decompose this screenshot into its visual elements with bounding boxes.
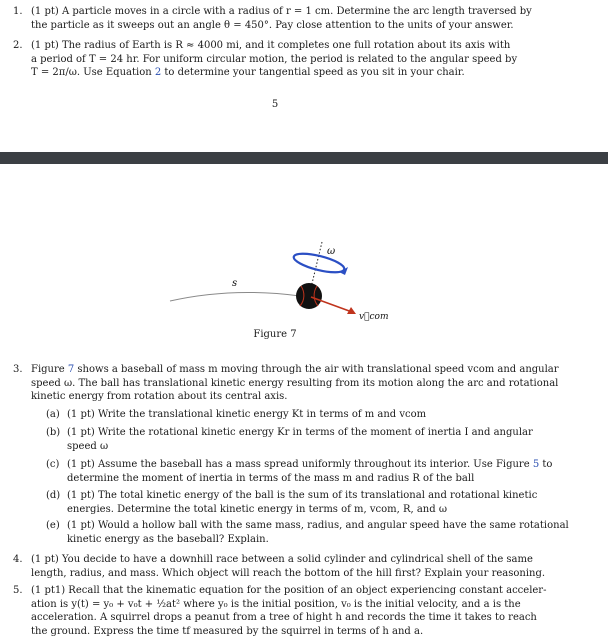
- part-b-text: [67, 426, 537, 453]
- question-2-line3-tail: to determine your tangential speed as you sit in your chair.: [161, 67, 465, 78]
- figure-7-link[interactable]: 7: [67, 364, 75, 375]
- part-a-label: (a): [46, 409, 60, 420]
- part-e-text: [67, 519, 569, 546]
- part-e-line: (1 pt) Would a hollow ball with the same mass, radius, and angular speed have the same rotational: [67, 520, 569, 531]
- part-e-line: kinetic energy as the baseball? Explain.: [67, 533, 269, 545]
- part-e-label: (e): [46, 520, 60, 531]
- question-4-number: 4.: [13, 554, 23, 565]
- part-c-line: [67, 458, 553, 472]
- part-d-label: (d): [46, 490, 61, 501]
- question-5-line: acceleration. A squirrel drops a peanut from a tree of hight h and records the time it takes to reach: [31, 612, 537, 623]
- figure-caption: Figure 7: [253, 329, 297, 340]
- part-c-line1-text: (1 pt) Assume the baseball has a mass spread uniformly throughout its interior. Use Figure: [67, 459, 533, 470]
- part-c-label: (c): [46, 459, 60, 470]
- question-1-line: the particle as it sweeps out an angle θ = 450°. Pay close attention to the units of your answer.: [31, 19, 514, 31]
- part-d-line: (1 pt) The total kinetic energy of the ball is the sum of its translational and rotational kinetic: [67, 490, 538, 501]
- question-1-line: (1 pt) A particle moves in a circle with a radius of r = 1 cm. Determine the arc length traversed by: [31, 6, 532, 17]
- question-3-line1-tail: shows a baseball of mass m moving through the air with translational speed vcom and angular: [74, 364, 559, 375]
- part-d-text: [67, 489, 537, 516]
- arc-label: s: [232, 278, 238, 289]
- question-3-number: 3.: [13, 364, 23, 375]
- part-c-line: determine the moment of inertia in terms of the mass m and radius R of the ball: [67, 472, 475, 484]
- question-2-number: 2.: [13, 40, 23, 51]
- question-3-line: [31, 363, 559, 377]
- part-c-line1-tail: to: [539, 459, 553, 470]
- velocity-label: v⃗com: [359, 312, 389, 322]
- question-1-text: [31, 5, 537, 32]
- arc-path: [170, 293, 300, 301]
- part-b-line: speed ω: [67, 440, 109, 452]
- part-a-text: [67, 408, 537, 422]
- question-2-line: [31, 66, 537, 80]
- part-d-line: energies. Determine the total kinetic energy in terms of m, vcom, R, and ω: [67, 503, 447, 515]
- page-five-bottom: [0, 0, 608, 152]
- question-4-text: [31, 553, 546, 580]
- figure-5-link[interactable]: 5: [532, 459, 540, 470]
- question-1-number: 1.: [13, 6, 23, 17]
- question-4-line: (1 pt) You decide to have a downhill race between a solid cylinder and cylindrical shell of the same: [31, 554, 533, 565]
- question-5-line: ation is y(t) = y₀ + v₀t + ½at² where y₀ is the initial position, v₀ is the initial velocity, and a is the: [31, 598, 521, 610]
- question-5-line: (1 pt1) Recall that the kinematic equation for the position of an object experiencing constant acceler-: [31, 585, 547, 596]
- part-c-text: [67, 458, 553, 485]
- part-a-line: (1 pt) Write the translational kinetic energy Kt in terms of m and vcom: [67, 409, 427, 420]
- question-2-line3-text: T = 2π/ω. Use Equation: [31, 67, 155, 78]
- question-3-line: kinetic energy from rotation about its central axis.: [31, 391, 288, 402]
- question-3-text: [31, 363, 559, 404]
- equation-2-link[interactable]: 2: [154, 67, 162, 78]
- question-2-line: (1 pt) The radius of Earth is R ≈ 4000 mi, and it completes one full rotation about its axis with: [31, 40, 511, 51]
- baseball: [296, 283, 322, 309]
- page-six: [0, 164, 608, 638]
- page-number: 5: [271, 99, 279, 110]
- question-4-line: length, radius, and mass. Which object will reach the bottom of the hill first? Explain your reasoning.: [31, 567, 546, 579]
- question-2-line: a period of T = 24 hr. For uniform circular motion, the period is related to the angular speed by: [31, 53, 518, 65]
- spin-arrow: [292, 250, 346, 276]
- question-2-text: [31, 39, 537, 80]
- question-5-text: [31, 584, 547, 638]
- question-5-number: 5.: [13, 585, 23, 596]
- question-3-line1-text: Figure: [31, 364, 68, 375]
- part-b-label: (b): [46, 427, 61, 438]
- part-b-line: (1 pt) Write the rotational kinetic energy Kr in terms of the moment of inertia I and angular: [67, 427, 533, 438]
- question-5-line: the ground. Express the time tf measured by the squirrel in terms of h and a.: [31, 625, 424, 637]
- page-separator: [0, 152, 608, 164]
- omega-label: ω: [327, 246, 336, 257]
- question-3-line: speed ω. The ball has translational kinetic energy resulting from its motion along the arc and rotational: [31, 377, 559, 389]
